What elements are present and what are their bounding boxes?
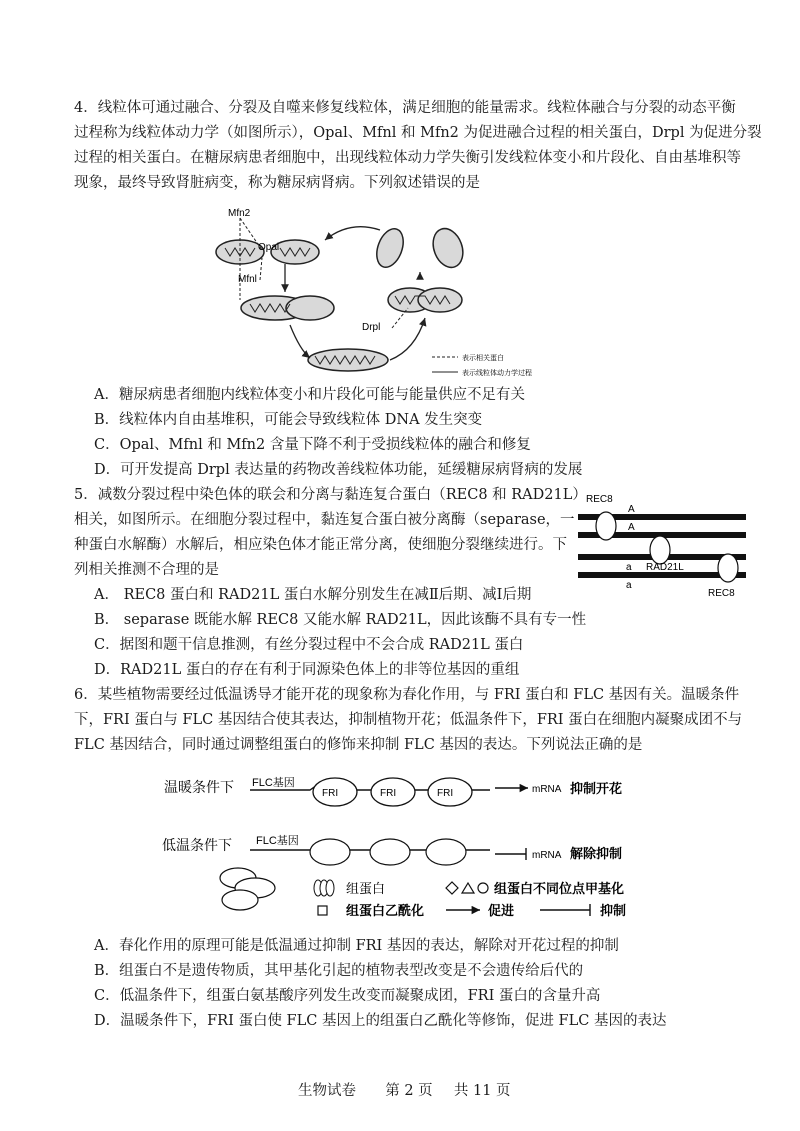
footer-page: 第 2 页 xyxy=(385,1083,433,1099)
flc-gene-warm: FLC基因 xyxy=(252,777,295,789)
footer-total: 共 11 页 xyxy=(453,1083,511,1099)
q4-stem-line-4: 现象，最终导致肾脏病变，称为糖尿病肾病。下列叙述错误的是 xyxy=(74,175,480,191)
rec8-top-label: REC8 xyxy=(586,494,613,505)
fri-aggregate xyxy=(220,868,275,910)
q6-stem-line-2: 下，FRI 蛋白与 FLC 基因结合使其表达，抑制植物开花；低温条件下，FRI 蛋白在细胞内凝聚成团不与 xyxy=(74,712,743,728)
allele-a1: a xyxy=(626,562,632,573)
inhibit-flower-label: 抑制开花 xyxy=(570,781,623,796)
q4-stem-line-3: 过程的相关蛋白。在糖尿病患者细胞中，出现线粒体动力学失衡引发线粒体变小和片段化、自由基堆积等 xyxy=(74,150,741,166)
fri-protein-2: FRI xyxy=(380,788,397,799)
q6-option-c: C．低温条件下，组蛋白氨基酸序列发生改变而凝聚成团，FRI 蛋白的含量升高 xyxy=(94,988,601,1004)
footer xyxy=(298,1082,511,1100)
drpl-label: Drpl xyxy=(362,322,381,333)
q5-stem-line-1: 5．减数分裂过程中染色体的联会和分离与黏连复合蛋白（REC8 和 RAD21L） xyxy=(74,487,587,503)
mitochondria-dynamics-figure xyxy=(200,200,570,380)
mitochondrion-right-top xyxy=(372,224,468,271)
q4-stem-line-2: 过程称为线粒体动力学（如图所示），Opal、Mfnl 和 Mfn2 为促进融合过程的相关蛋白，Drpl 为促进分裂 xyxy=(74,125,762,141)
q5-option-b: B． separase 既能水解 REC8 又能水解 RAD21L，因此该酶不具有专一性 xyxy=(94,612,587,628)
cohesin-chromosome-figure xyxy=(578,488,750,600)
promote-label: 促进 xyxy=(488,903,515,918)
mrna-warm: mRNA xyxy=(532,784,562,795)
warm-label: 温暖条件下 xyxy=(164,779,234,795)
rec8-bottom-label: REC8 xyxy=(708,588,735,599)
q5-option-d: D．RAD21L 蛋白的存在有利于同源染色体上的非等位基因的重组 xyxy=(94,662,520,678)
q5-stem-line-2: 相关，如图所示。在细胞分裂过程中，黏连复合蛋白被分离酶（separase，一 xyxy=(74,512,575,528)
mrna-cold: mRNA xyxy=(532,850,562,861)
q5-stem-line-3: 种蛋白水解酶）水解后，相应染色体才能正常分离，使细胞分裂继续进行。下 xyxy=(74,537,567,553)
inhibit-label: 抑制 xyxy=(600,903,627,918)
q6-stem-line-1: 6．某些植物需要经过低温诱导才能开花的现象称为春化作用，与 FRI 蛋白和 FLC 基因有关。温暖条件 xyxy=(74,687,740,703)
fri-protein-3: FRI xyxy=(437,788,454,799)
cold-label: 低温条件下 xyxy=(162,837,232,853)
q4-option-c: C．Opal、Mfnl 和 Mfn2 含量下降不利于受损线粒体的融合和修复 xyxy=(94,437,531,453)
mitochondrion-right-mid xyxy=(388,288,462,312)
histone-label: 组蛋白 xyxy=(346,881,386,896)
q4-option-d: D．可开发提高 Drpl 表达量的药物改善线粒体功能，延缓糖尿病肾病的发展 xyxy=(94,462,583,478)
methylation-marks-icon xyxy=(446,882,488,894)
flc-gene-cold: FLC基因 xyxy=(256,835,299,847)
fri-protein-1: FRI xyxy=(322,788,339,799)
histone-icon xyxy=(314,880,334,896)
q5-option-a: A． REC8 蛋白和 RAD21L 蛋白水解分别发生在减Ⅱ后期、减Ⅰ后期 xyxy=(94,587,532,603)
mfn2-label: Mfn2 xyxy=(228,208,251,219)
q6-option-d: D．温暖条件下，FRI 蛋白使 FLC 基因上的组蛋白乙酰化等修饰，促进 FLC 基因的表达 xyxy=(94,1013,667,1029)
release-label: 解除抑制 xyxy=(570,846,623,861)
q5-option-c: C．据图和题干信息推测，有丝分裂过程中不会合成 RAD21L 蛋白 xyxy=(94,637,524,653)
q6-option-b: B．组蛋白不是遗传物质，其甲基化引起的植物表型改变是不会遗传给后代的 xyxy=(94,963,584,979)
q4-option-b: B．线粒体内自由基堆积，可能会导致线粒体 DNA 发生突变 xyxy=(94,412,483,428)
q4-option-a: A．糖尿病患者细胞内线粒体变小和片段化可能与能量供应不足有关 xyxy=(94,387,525,403)
legend-dashed-label: 表示相关蛋白 xyxy=(462,355,504,362)
footer-subject: 生物试卷 xyxy=(298,1083,356,1099)
q5-stem-line-4: 列相关推测不合理的是 xyxy=(74,562,219,578)
allele-A2: A xyxy=(628,522,635,533)
legend-solid-label: 表示线粒体动力学过程 xyxy=(462,370,532,377)
mfnl-label: Mfnl xyxy=(238,274,257,285)
q6-option-a: A．春化作用的原理可能是低温通过抑制 FRI 基因的表达，解除对开花过程的抑制 xyxy=(94,938,619,954)
q4-stem-line-1: 4．线粒体可通过融合、分裂及自噬来修复线粒体，满足细胞的能量需求。线粒体融合与分裂的动态平衡 xyxy=(74,100,736,116)
rad21l-label: RAD21L xyxy=(646,562,684,573)
allele-A1: A xyxy=(628,504,635,515)
acetylation-icon xyxy=(318,906,327,915)
vernalization-figure xyxy=(150,758,670,928)
q6-stem-line-3: FLC 基因结合，同时通过调整组蛋白的修饰来抑制 FLC 基因的表达。下列说法正确的是 xyxy=(74,737,643,753)
acetylation-label: 组蛋白乙酰化 xyxy=(346,903,425,918)
opal-label: Opal xyxy=(258,242,280,253)
methylation-label: 组蛋白不同位点甲基化 xyxy=(494,881,625,896)
allele-a2: a xyxy=(626,580,632,591)
